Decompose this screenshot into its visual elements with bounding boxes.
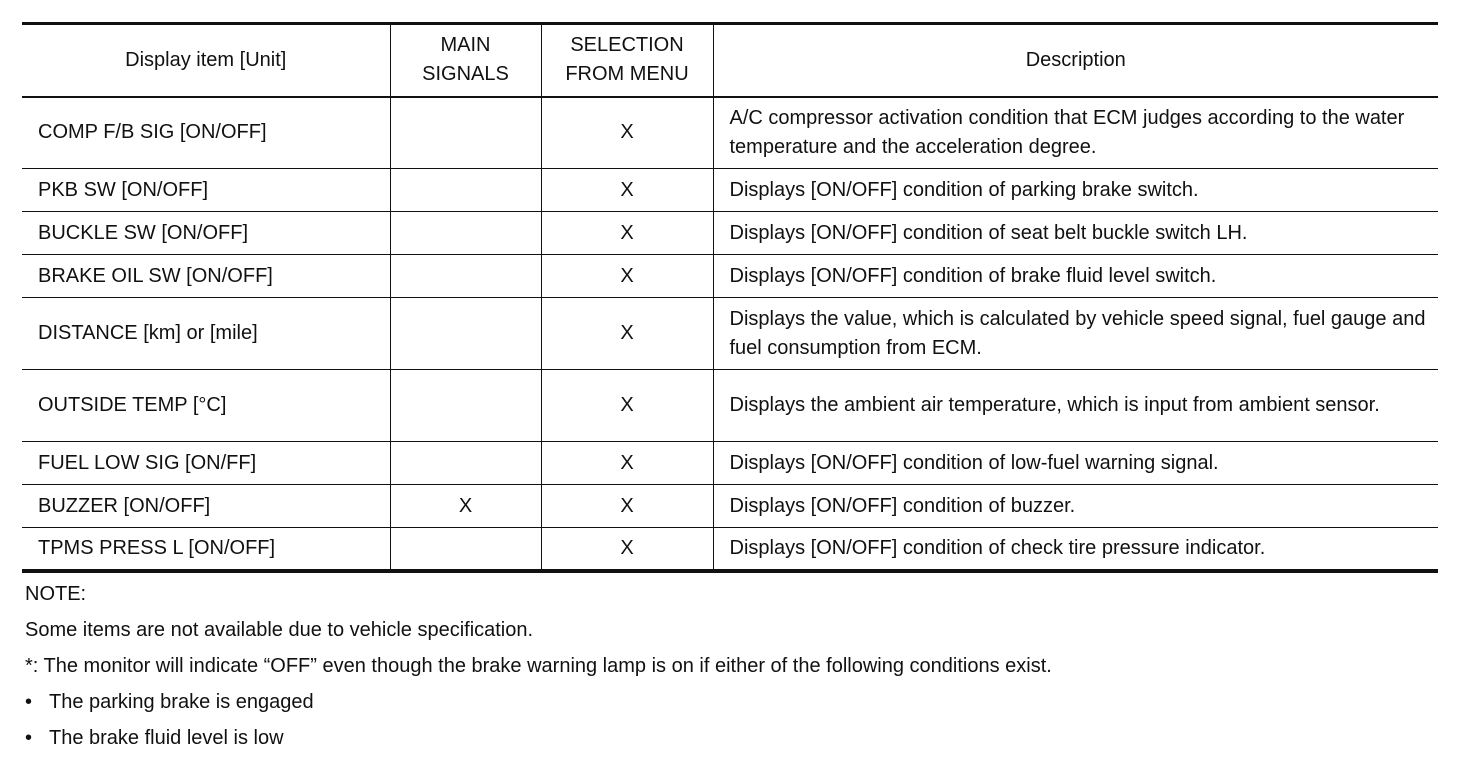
cell-main-signals	[390, 255, 541, 298]
table-row	[22, 97, 1438, 169]
note-asterisk: *: The monitor will indicate “OFF” even though the brake warning lamp is on if either of the following conditions exist.	[25, 655, 1052, 677]
note-bullet-text: The brake fluid level is low	[49, 727, 284, 749]
data-monitor-table	[22, 22, 1438, 573]
cell-selection-from-menu: X	[541, 212, 713, 255]
cell-display-item: BRAKE OIL SW [ON/OFF]	[22, 255, 390, 298]
cell-description: Displays the ambient air temperature, which is input from ambient sensor.	[713, 370, 1438, 442]
header-display-item: Display item [Unit]	[22, 24, 390, 97]
cell-main-signals	[390, 97, 541, 169]
cell-selection-from-menu: X	[541, 298, 713, 370]
cell-main-signals	[390, 169, 541, 212]
table-row	[22, 212, 1438, 255]
table-row	[22, 370, 1438, 442]
header-selection-from-menu: SELECTION FROM MENU	[541, 24, 713, 97]
cell-display-item: PKB SW [ON/OFF]	[22, 169, 390, 212]
cell-main-signals	[390, 442, 541, 485]
cell-main-signals	[390, 370, 541, 442]
table-row	[22, 169, 1438, 212]
notes-section	[25, 576, 1425, 756]
cell-selection-from-menu: X	[541, 370, 713, 442]
note-bullet-item	[25, 720, 1425, 756]
note-heading: NOTE:	[25, 583, 87, 605]
cell-main-signals	[390, 298, 541, 370]
cell-description: Displays [ON/OFF] condition of check tire pressure indicator.	[713, 528, 1438, 571]
cell-description: Displays [ON/OFF] condition of brake fluid level switch.	[713, 255, 1438, 298]
cell-description: Displays [ON/OFF] condition of low-fuel warning signal.	[713, 442, 1438, 485]
cell-description: Displays the value, which is calculated by vehicle speed signal, fuel gauge and fuel consumption from ECM.	[713, 298, 1438, 370]
bullet-mark: •	[25, 691, 33, 713]
table-row	[22, 255, 1438, 298]
table-row	[22, 485, 1438, 528]
cell-selection-from-menu: X	[541, 169, 713, 212]
note-availability: Some items are not available due to vehicle specification.	[25, 619, 534, 641]
table-header	[22, 24, 1438, 97]
cell-main-signals	[390, 212, 541, 255]
cell-selection-from-menu: X	[541, 97, 713, 169]
cell-description: Displays [ON/OFF] condition of buzzer.	[713, 485, 1438, 528]
cell-selection-from-menu: X	[541, 485, 713, 528]
cell-display-item: BUCKLE SW [ON/OFF]	[22, 212, 390, 255]
header-main-signals: MAIN SIGNALS	[390, 24, 541, 97]
cell-display-item: FUEL LOW SIG [ON/FF]	[22, 442, 390, 485]
cell-display-item: OUTSIDE TEMP [°C]	[22, 370, 390, 442]
table-row	[22, 528, 1438, 571]
table-row	[22, 442, 1438, 485]
table-body	[22, 97, 1438, 571]
cell-description: Displays [ON/OFF] condition of seat belt buckle switch LH.	[713, 212, 1438, 255]
cell-display-item: COMP F/B SIG [ON/OFF]	[22, 97, 390, 169]
note-bullet-text: The parking brake is engaged	[49, 691, 314, 713]
cell-selection-from-menu: X	[541, 442, 713, 485]
cell-description: A/C compressor activation condition that ECM judges according to the water temperature and the acceleration degree.	[713, 97, 1438, 169]
cell-selection-from-menu: X	[541, 255, 713, 298]
cell-display-item: DISTANCE [km] or [mile]	[22, 298, 390, 370]
bullet-mark: •	[25, 727, 33, 749]
header-description: Description	[713, 24, 1438, 97]
cell-selection-from-menu: X	[541, 528, 713, 571]
cell-display-item: TPMS PRESS L [ON/OFF]	[22, 528, 390, 571]
note-bullet-item	[25, 684, 1425, 720]
cell-main-signals	[390, 528, 541, 571]
cell-display-item: BUZZER [ON/OFF]	[22, 485, 390, 528]
cell-description: Displays [ON/OFF] condition of parking brake switch.	[713, 169, 1438, 212]
cell-main-signals: X	[390, 485, 541, 528]
table-row	[22, 298, 1438, 370]
header-row	[22, 24, 1438, 97]
